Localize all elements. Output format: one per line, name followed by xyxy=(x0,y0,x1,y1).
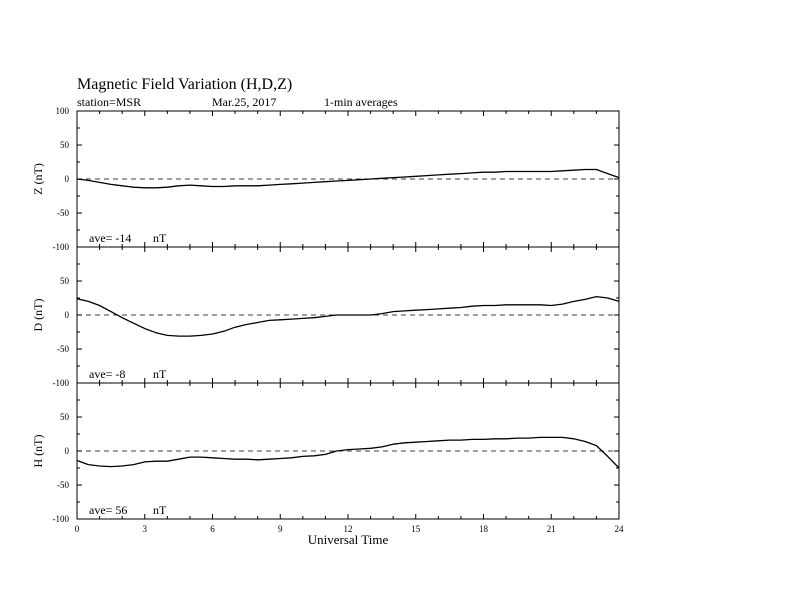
y-axis-label-z: Z (nT) xyxy=(31,163,45,195)
xtick-label: 18 xyxy=(479,524,488,534)
y-axis-label-d: D (nT) xyxy=(31,298,45,332)
xtick-label: 12 xyxy=(343,524,353,534)
average-label-z: ave= -14 xyxy=(89,231,132,245)
ytick-label-h: 0 xyxy=(64,446,69,456)
average-unit-z: nT xyxy=(153,231,167,245)
average-unit-h: nT xyxy=(153,503,167,517)
ytick-label-d: 50 xyxy=(60,276,69,286)
ytick-label-h: -50 xyxy=(57,480,69,490)
ytick-label-z: -50 xyxy=(57,208,69,218)
average-unit-d: nT xyxy=(153,367,167,381)
xtick-label: 6 xyxy=(210,524,215,534)
y-axis-label-h: H (nT) xyxy=(31,434,45,468)
averaging-label: 1-min averages xyxy=(324,95,398,109)
xtick-label: 3 xyxy=(142,524,147,534)
series-line-d xyxy=(77,297,619,337)
ytick-label-z: -100 xyxy=(52,242,69,252)
ytick-label-z: 0 xyxy=(64,174,69,184)
series-line-h xyxy=(77,437,619,468)
ytick-label-h: 50 xyxy=(60,412,69,422)
station-label: station=MSR xyxy=(77,95,142,109)
average-label-h: ave= 56 xyxy=(89,503,128,517)
ytick-label-d: -50 xyxy=(57,344,69,354)
ytick-label-d: -100 xyxy=(52,378,69,388)
xtick-label: 15 xyxy=(411,524,421,534)
average-label-d: ave= -8 xyxy=(89,367,126,381)
ytick-label-z: 50 xyxy=(60,140,69,150)
xtick-label: 21 xyxy=(546,524,556,534)
x-axis-label: Universal Time xyxy=(307,532,389,547)
ytick-label-d: 0 xyxy=(64,310,69,320)
ytick-label-z: 100 xyxy=(55,106,69,116)
xtick-label: 24 xyxy=(614,524,624,534)
xtick-label: 0 xyxy=(74,524,80,534)
date-label: Mar.25, 2017 xyxy=(212,95,277,109)
ytick-label-h: -100 xyxy=(52,514,69,524)
chart-title: Magnetic Field Variation (H,D,Z) xyxy=(77,76,293,93)
xtick-label: 9 xyxy=(278,524,283,534)
